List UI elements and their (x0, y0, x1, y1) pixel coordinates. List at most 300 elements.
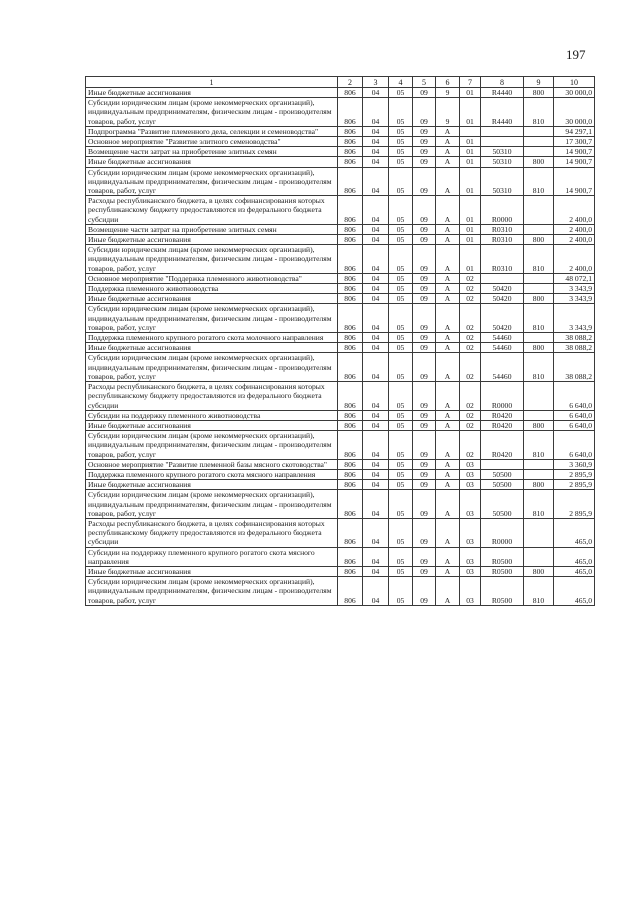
direction-code-cell: R4440 (481, 88, 524, 98)
table-row (86, 196, 595, 225)
section-cell: 04 (363, 157, 389, 167)
subprogram-cell: А (436, 196, 460, 225)
subsection-cell: 05 (389, 566, 413, 576)
activity-cell: 03 (460, 469, 481, 479)
admin-code-cell: 806 (338, 333, 363, 343)
row-name-cell: Иные бюджетные ассигнования (86, 343, 338, 353)
program-cell: 09 (413, 547, 436, 566)
direction-code-cell: R0000 (481, 196, 524, 225)
table-row (86, 167, 595, 196)
subsection-cell: 05 (389, 157, 413, 167)
section-cell: 04 (363, 431, 389, 460)
subsection-cell: 05 (389, 245, 413, 274)
section-cell: 04 (363, 410, 389, 420)
subsection-cell: 05 (389, 235, 413, 245)
subprogram-cell: А (436, 284, 460, 294)
admin-code-cell: 806 (338, 196, 363, 225)
expense-type-cell (524, 284, 554, 294)
admin-code-cell: 806 (338, 480, 363, 490)
row-name-cell: Иные бюджетные ассигнования (86, 480, 338, 490)
amount-cell: 2 400,0 (554, 196, 595, 225)
program-cell: 09 (413, 459, 436, 469)
expense-type-cell: 810 (524, 304, 554, 333)
expense-type-cell: 800 (524, 420, 554, 430)
admin-code-cell: 806 (338, 157, 363, 167)
row-name-cell: Расходы республиканского бюджета, в целях софинансирования которых республиканскому бюджету предоставляются из федерального бюджета субсидии (86, 196, 338, 225)
section-cell: 04 (363, 420, 389, 430)
table-row (86, 353, 595, 382)
section-cell: 04 (363, 196, 389, 225)
subprogram-cell: А (436, 410, 460, 420)
program-cell: 09 (413, 157, 436, 167)
admin-code-cell: 806 (338, 98, 363, 127)
table-row (86, 98, 595, 127)
expense-type-cell (524, 196, 554, 225)
admin-code-cell: 806 (338, 126, 363, 136)
activity-cell: 03 (460, 518, 481, 547)
activity-cell: 02 (460, 304, 481, 333)
activity-cell: 02 (460, 343, 481, 353)
section-cell: 04 (363, 147, 389, 157)
direction-code-cell: R0500 (481, 547, 524, 566)
program-cell: 09 (413, 126, 436, 136)
subprogram-cell: А (436, 224, 460, 234)
expense-type-cell: 800 (524, 343, 554, 353)
expense-type-cell: 810 (524, 577, 554, 606)
expense-type-cell (524, 333, 554, 343)
subprogram-cell: А (436, 235, 460, 245)
admin-code-cell: 806 (338, 147, 363, 157)
amount-cell: 30 000,0 (554, 88, 595, 98)
amount-cell: 6 640,0 (554, 382, 595, 411)
admin-code-cell: 806 (338, 518, 363, 547)
row-name-cell: Субсидии юридическим лицам (кроме некоммерческих организаций), индивидуальным предпринимателям, физическим лицам - производителям товаров, работ, услуг (86, 431, 338, 460)
expense-type-cell (524, 224, 554, 234)
section-cell: 04 (363, 382, 389, 411)
row-name-cell: Поддержка племенного крупного рогатого скота молочного направления (86, 333, 338, 343)
admin-code-cell: 806 (338, 353, 363, 382)
row-name-cell: Субсидии на поддержку племенного животноводства (86, 410, 338, 420)
expense-type-cell: 810 (524, 431, 554, 460)
admin-code-cell: 806 (338, 235, 363, 245)
section-cell: 04 (363, 137, 389, 147)
subprogram-cell: А (436, 304, 460, 333)
subprogram-cell: А (436, 480, 460, 490)
section-cell: 04 (363, 284, 389, 294)
table-row (86, 480, 595, 490)
activity-cell: 01 (460, 196, 481, 225)
subsection-cell: 05 (389, 333, 413, 343)
row-name-cell: Иные бюджетные ассигнования (86, 235, 338, 245)
activity-cell: 02 (460, 431, 481, 460)
subprogram-cell: А (436, 566, 460, 576)
direction-code-cell: R0420 (481, 431, 524, 460)
amount-cell: 6 640,0 (554, 410, 595, 420)
subprogram-cell: А (436, 547, 460, 566)
subprogram-cell: А (436, 147, 460, 157)
amount-cell: 38 088,2 (554, 353, 595, 382)
subsection-cell: 05 (389, 459, 413, 469)
subsection-cell: 05 (389, 196, 413, 225)
activity-cell: 01 (460, 224, 481, 234)
subprogram-cell: 9 (436, 88, 460, 98)
subsection-cell: 05 (389, 284, 413, 294)
amount-cell: 2 895,9 (554, 469, 595, 479)
activity-cell: 01 (460, 157, 481, 167)
activity-cell: 02 (460, 353, 481, 382)
direction-code-cell: 50500 (481, 480, 524, 490)
direction-code-cell: R0310 (481, 245, 524, 274)
direction-code-cell (481, 273, 524, 283)
section-cell: 04 (363, 88, 389, 98)
activity-cell: 02 (460, 284, 481, 294)
admin-code-cell: 806 (338, 167, 363, 196)
direction-code-cell: R0500 (481, 577, 524, 606)
direction-code-cell: R0310 (481, 224, 524, 234)
admin-code-cell: 806 (338, 566, 363, 576)
program-cell: 09 (413, 333, 436, 343)
section-cell: 04 (363, 167, 389, 196)
admin-code-cell: 806 (338, 284, 363, 294)
amount-cell: 14 900,7 (554, 157, 595, 167)
amount-cell: 2 895,9 (554, 480, 595, 490)
subprogram-cell: А (436, 420, 460, 430)
admin-code-cell: 806 (338, 294, 363, 304)
column-header: 1 (86, 77, 338, 88)
admin-code-cell: 806 (338, 420, 363, 430)
program-cell: 09 (413, 98, 436, 127)
table-header-row (86, 77, 595, 88)
subprogram-cell: А (436, 137, 460, 147)
amount-cell: 14 900,7 (554, 167, 595, 196)
program-cell: 09 (413, 410, 436, 420)
direction-code-cell: 54460 (481, 343, 524, 353)
activity-cell: 02 (460, 382, 481, 411)
section-cell: 04 (363, 245, 389, 274)
amount-cell: 6 640,0 (554, 420, 595, 430)
direction-code-cell: R0500 (481, 566, 524, 576)
expense-type-cell: 800 (524, 157, 554, 167)
row-name-cell: Возмещение части затрат на приобретение элитных семян (86, 147, 338, 157)
activity-cell: 01 (460, 137, 481, 147)
amount-cell: 465,0 (554, 577, 595, 606)
table-body (86, 88, 595, 606)
subsection-cell: 05 (389, 88, 413, 98)
program-cell: 09 (413, 566, 436, 576)
activity-cell: 03 (460, 459, 481, 469)
subsection-cell: 05 (389, 304, 413, 333)
amount-cell: 3 360,9 (554, 459, 595, 469)
activity-cell: 01 (460, 235, 481, 245)
amount-cell: 2 400,0 (554, 245, 595, 274)
table-row (86, 284, 595, 294)
expense-type-cell (524, 469, 554, 479)
subsection-cell: 05 (389, 137, 413, 147)
admin-code-cell: 806 (338, 137, 363, 147)
direction-code-cell: R0420 (481, 410, 524, 420)
activity-cell: 02 (460, 294, 481, 304)
subsection-cell: 05 (389, 273, 413, 283)
program-cell: 09 (413, 518, 436, 547)
amount-cell: 465,0 (554, 566, 595, 576)
admin-code-cell: 806 (338, 490, 363, 519)
table-row (86, 304, 595, 333)
table-row (86, 343, 595, 353)
expense-type-cell: 810 (524, 98, 554, 127)
direction-code-cell: 50310 (481, 157, 524, 167)
subsection-cell: 05 (389, 410, 413, 420)
admin-code-cell: 806 (338, 273, 363, 283)
amount-cell: 2 400,0 (554, 235, 595, 245)
amount-cell: 465,0 (554, 547, 595, 566)
program-cell: 09 (413, 353, 436, 382)
subsection-cell: 05 (389, 147, 413, 157)
program-cell: 09 (413, 304, 436, 333)
column-header: 6 (436, 77, 460, 88)
expense-type-cell (524, 126, 554, 136)
activity-cell: 01 (460, 98, 481, 127)
direction-code-cell: R0310 (481, 235, 524, 245)
column-header: 7 (460, 77, 481, 88)
table-row (86, 410, 595, 420)
direction-code-cell: 50420 (481, 284, 524, 294)
section-cell: 04 (363, 490, 389, 519)
amount-cell: 14 900,7 (554, 147, 595, 157)
row-name-cell: Подпрограмма "Развитие племенного дела, селекции и семеноводства" (86, 126, 338, 136)
amount-cell: 48 072,1 (554, 273, 595, 283)
row-name-cell: Основное мероприятие "Развитие племенной базы мясного скотоводства" (86, 459, 338, 469)
table-row (86, 137, 595, 147)
budget-table (85, 76, 595, 606)
subprogram-cell: А (436, 245, 460, 274)
section-cell: 04 (363, 518, 389, 547)
amount-cell: 3 343,9 (554, 284, 595, 294)
table-row (86, 469, 595, 479)
subprogram-cell: А (436, 490, 460, 519)
table-row (86, 294, 595, 304)
column-header: 8 (481, 77, 524, 88)
program-cell: 09 (413, 284, 436, 294)
table-row (86, 147, 595, 157)
expense-type-cell: 800 (524, 480, 554, 490)
admin-code-cell: 806 (338, 343, 363, 353)
subsection-cell: 05 (389, 126, 413, 136)
row-name-cell: Субсидии на поддержку племенного крупного рогатого скота мясного направления (86, 547, 338, 566)
subsection-cell: 05 (389, 518, 413, 547)
program-cell: 09 (413, 88, 436, 98)
program-cell: 09 (413, 235, 436, 245)
amount-cell: 3 343,9 (554, 294, 595, 304)
activity-cell: 02 (460, 420, 481, 430)
subsection-cell: 05 (389, 431, 413, 460)
column-header: 3 (363, 77, 389, 88)
admin-code-cell: 806 (338, 245, 363, 274)
subsection-cell: 05 (389, 382, 413, 411)
table-row (86, 126, 595, 136)
section-cell: 04 (363, 98, 389, 127)
subprogram-cell: А (436, 431, 460, 460)
subprogram-cell: А (436, 469, 460, 479)
subprogram-cell: А (436, 273, 460, 283)
table-row (86, 235, 595, 245)
row-name-cell: Иные бюджетные ассигнования (86, 157, 338, 167)
expense-type-cell (524, 518, 554, 547)
subsection-cell: 05 (389, 577, 413, 606)
subprogram-cell: А (436, 353, 460, 382)
table-row (86, 273, 595, 283)
table-row (86, 157, 595, 167)
expense-type-cell (524, 382, 554, 411)
subprogram-cell: А (436, 333, 460, 343)
expense-type-cell: 810 (524, 490, 554, 519)
row-name-cell: Поддержка племенного животноводства (86, 284, 338, 294)
admin-code-cell: 806 (338, 88, 363, 98)
activity-cell: 03 (460, 566, 481, 576)
program-cell: 09 (413, 420, 436, 430)
subsection-cell: 05 (389, 353, 413, 382)
amount-cell: 465,0 (554, 518, 595, 547)
section-cell: 04 (363, 566, 389, 576)
program-cell: 09 (413, 137, 436, 147)
row-name-cell: Основное мероприятие "Развитие элитного семеноводства" (86, 137, 338, 147)
section-cell: 04 (363, 126, 389, 136)
program-cell: 09 (413, 469, 436, 479)
activity-cell: 02 (460, 410, 481, 420)
program-cell: 09 (413, 273, 436, 283)
direction-code-cell: R0420 (481, 420, 524, 430)
row-name-cell: Иные бюджетные ассигнования (86, 294, 338, 304)
amount-cell: 6 640,0 (554, 431, 595, 460)
subsection-cell: 05 (389, 98, 413, 127)
program-cell: 09 (413, 167, 436, 196)
subprogram-cell: А (436, 577, 460, 606)
subsection-cell: 05 (389, 294, 413, 304)
subsection-cell: 05 (389, 490, 413, 519)
program-cell: 09 (413, 245, 436, 274)
section-cell: 04 (363, 469, 389, 479)
section-cell: 04 (363, 304, 389, 333)
row-name-cell: Иные бюджетные ассигнования (86, 88, 338, 98)
section-cell: 04 (363, 353, 389, 382)
direction-code-cell: 54460 (481, 353, 524, 382)
admin-code-cell: 806 (338, 459, 363, 469)
admin-code-cell: 806 (338, 469, 363, 479)
program-cell: 09 (413, 480, 436, 490)
subsection-cell: 05 (389, 480, 413, 490)
direction-code-cell: 50310 (481, 167, 524, 196)
direction-code-cell: R4440 (481, 98, 524, 127)
section-cell: 04 (363, 333, 389, 343)
expense-type-cell: 800 (524, 294, 554, 304)
program-cell: 09 (413, 577, 436, 606)
program-cell: 09 (413, 224, 436, 234)
expense-type-cell: 810 (524, 245, 554, 274)
direction-code-cell (481, 459, 524, 469)
program-cell: 09 (413, 196, 436, 225)
section-cell: 04 (363, 224, 389, 234)
row-name-cell: Возмещение части затрат на приобретение элитных семян (86, 224, 338, 234)
admin-code-cell: 806 (338, 304, 363, 333)
row-name-cell: Поддержка племенного крупного рогатого скота мясного направления (86, 469, 338, 479)
expense-type-cell (524, 459, 554, 469)
amount-cell: 38 088,2 (554, 343, 595, 353)
row-name-cell: Субсидии юридическим лицам (кроме некоммерческих организаций), индивидуальным предпринимателям, физическим лицам - производителям товаров, работ, услуг (86, 353, 338, 382)
activity-cell: 02 (460, 273, 481, 283)
row-name-cell: Расходы республиканского бюджета, в целях софинансирования которых республиканскому бюджету предоставляются из федерального бюджета субсидии (86, 382, 338, 411)
admin-code-cell: 806 (338, 431, 363, 460)
direction-code-cell (481, 126, 524, 136)
row-name-cell: Иные бюджетные ассигнования (86, 566, 338, 576)
expense-type-cell: 810 (524, 167, 554, 196)
table-row (86, 577, 595, 606)
direction-code-cell: 50500 (481, 469, 524, 479)
expense-type-cell (524, 137, 554, 147)
activity-cell: 03 (460, 547, 481, 566)
row-name-cell: Основное мероприятие "Поддержка племенного животноводства" (86, 273, 338, 283)
column-header: 2 (338, 77, 363, 88)
expense-type-cell: 800 (524, 566, 554, 576)
direction-code-cell: R0000 (481, 518, 524, 547)
table-row (86, 245, 595, 274)
row-name-cell: Субсидии юридическим лицам (кроме некоммерческих организаций), индивидуальным предпринимателям, физическим лицам - производителям товаров, работ, услуг (86, 490, 338, 519)
row-name-cell: Субсидии юридическим лицам (кроме некоммерческих организаций), индивидуальным предпринимателям, физическим лицам - производителям товаров, работ, услуг (86, 245, 338, 274)
admin-code-cell: 806 (338, 382, 363, 411)
row-name-cell: Субсидии юридическим лицам (кроме некоммерческих организаций), индивидуальным предпринимателям, физическим лицам - производителям товаров, работ, услуг (86, 304, 338, 333)
admin-code-cell: 806 (338, 224, 363, 234)
column-header: 10 (554, 77, 595, 88)
table-row (86, 88, 595, 98)
expense-type-cell (524, 410, 554, 420)
activity-cell: 01 (460, 167, 481, 196)
table-row (86, 224, 595, 234)
admin-code-cell: 806 (338, 577, 363, 606)
direction-code-cell: 50420 (481, 294, 524, 304)
subprogram-cell: А (436, 459, 460, 469)
section-cell: 04 (363, 480, 389, 490)
subsection-cell: 05 (389, 343, 413, 353)
activity-cell: 02 (460, 333, 481, 343)
amount-cell: 38 088,2 (554, 333, 595, 343)
direction-code-cell: R0000 (481, 382, 524, 411)
amount-cell: 2 895,9 (554, 490, 595, 519)
program-cell: 09 (413, 294, 436, 304)
expense-type-cell: 810 (524, 353, 554, 382)
table-row (86, 420, 595, 430)
activity-cell: 03 (460, 577, 481, 606)
activity-cell: 03 (460, 490, 481, 519)
program-cell: 09 (413, 382, 436, 411)
amount-cell: 2 400,0 (554, 224, 595, 234)
subsection-cell: 05 (389, 224, 413, 234)
table-row (86, 431, 595, 460)
activity-cell (460, 126, 481, 136)
program-cell: 09 (413, 343, 436, 353)
subprogram-cell: А (436, 126, 460, 136)
column-header: 5 (413, 77, 436, 88)
direction-code-cell: 50310 (481, 147, 524, 157)
section-cell: 04 (363, 294, 389, 304)
activity-cell: 01 (460, 88, 481, 98)
expense-type-cell (524, 547, 554, 566)
direction-code-cell: 50420 (481, 304, 524, 333)
subsection-cell: 05 (389, 547, 413, 566)
section-cell: 04 (363, 547, 389, 566)
expense-type-cell: 800 (524, 88, 554, 98)
section-cell: 04 (363, 273, 389, 283)
direction-code-cell (481, 137, 524, 147)
page-number: 197 (566, 47, 586, 62)
section-cell: 04 (363, 343, 389, 353)
